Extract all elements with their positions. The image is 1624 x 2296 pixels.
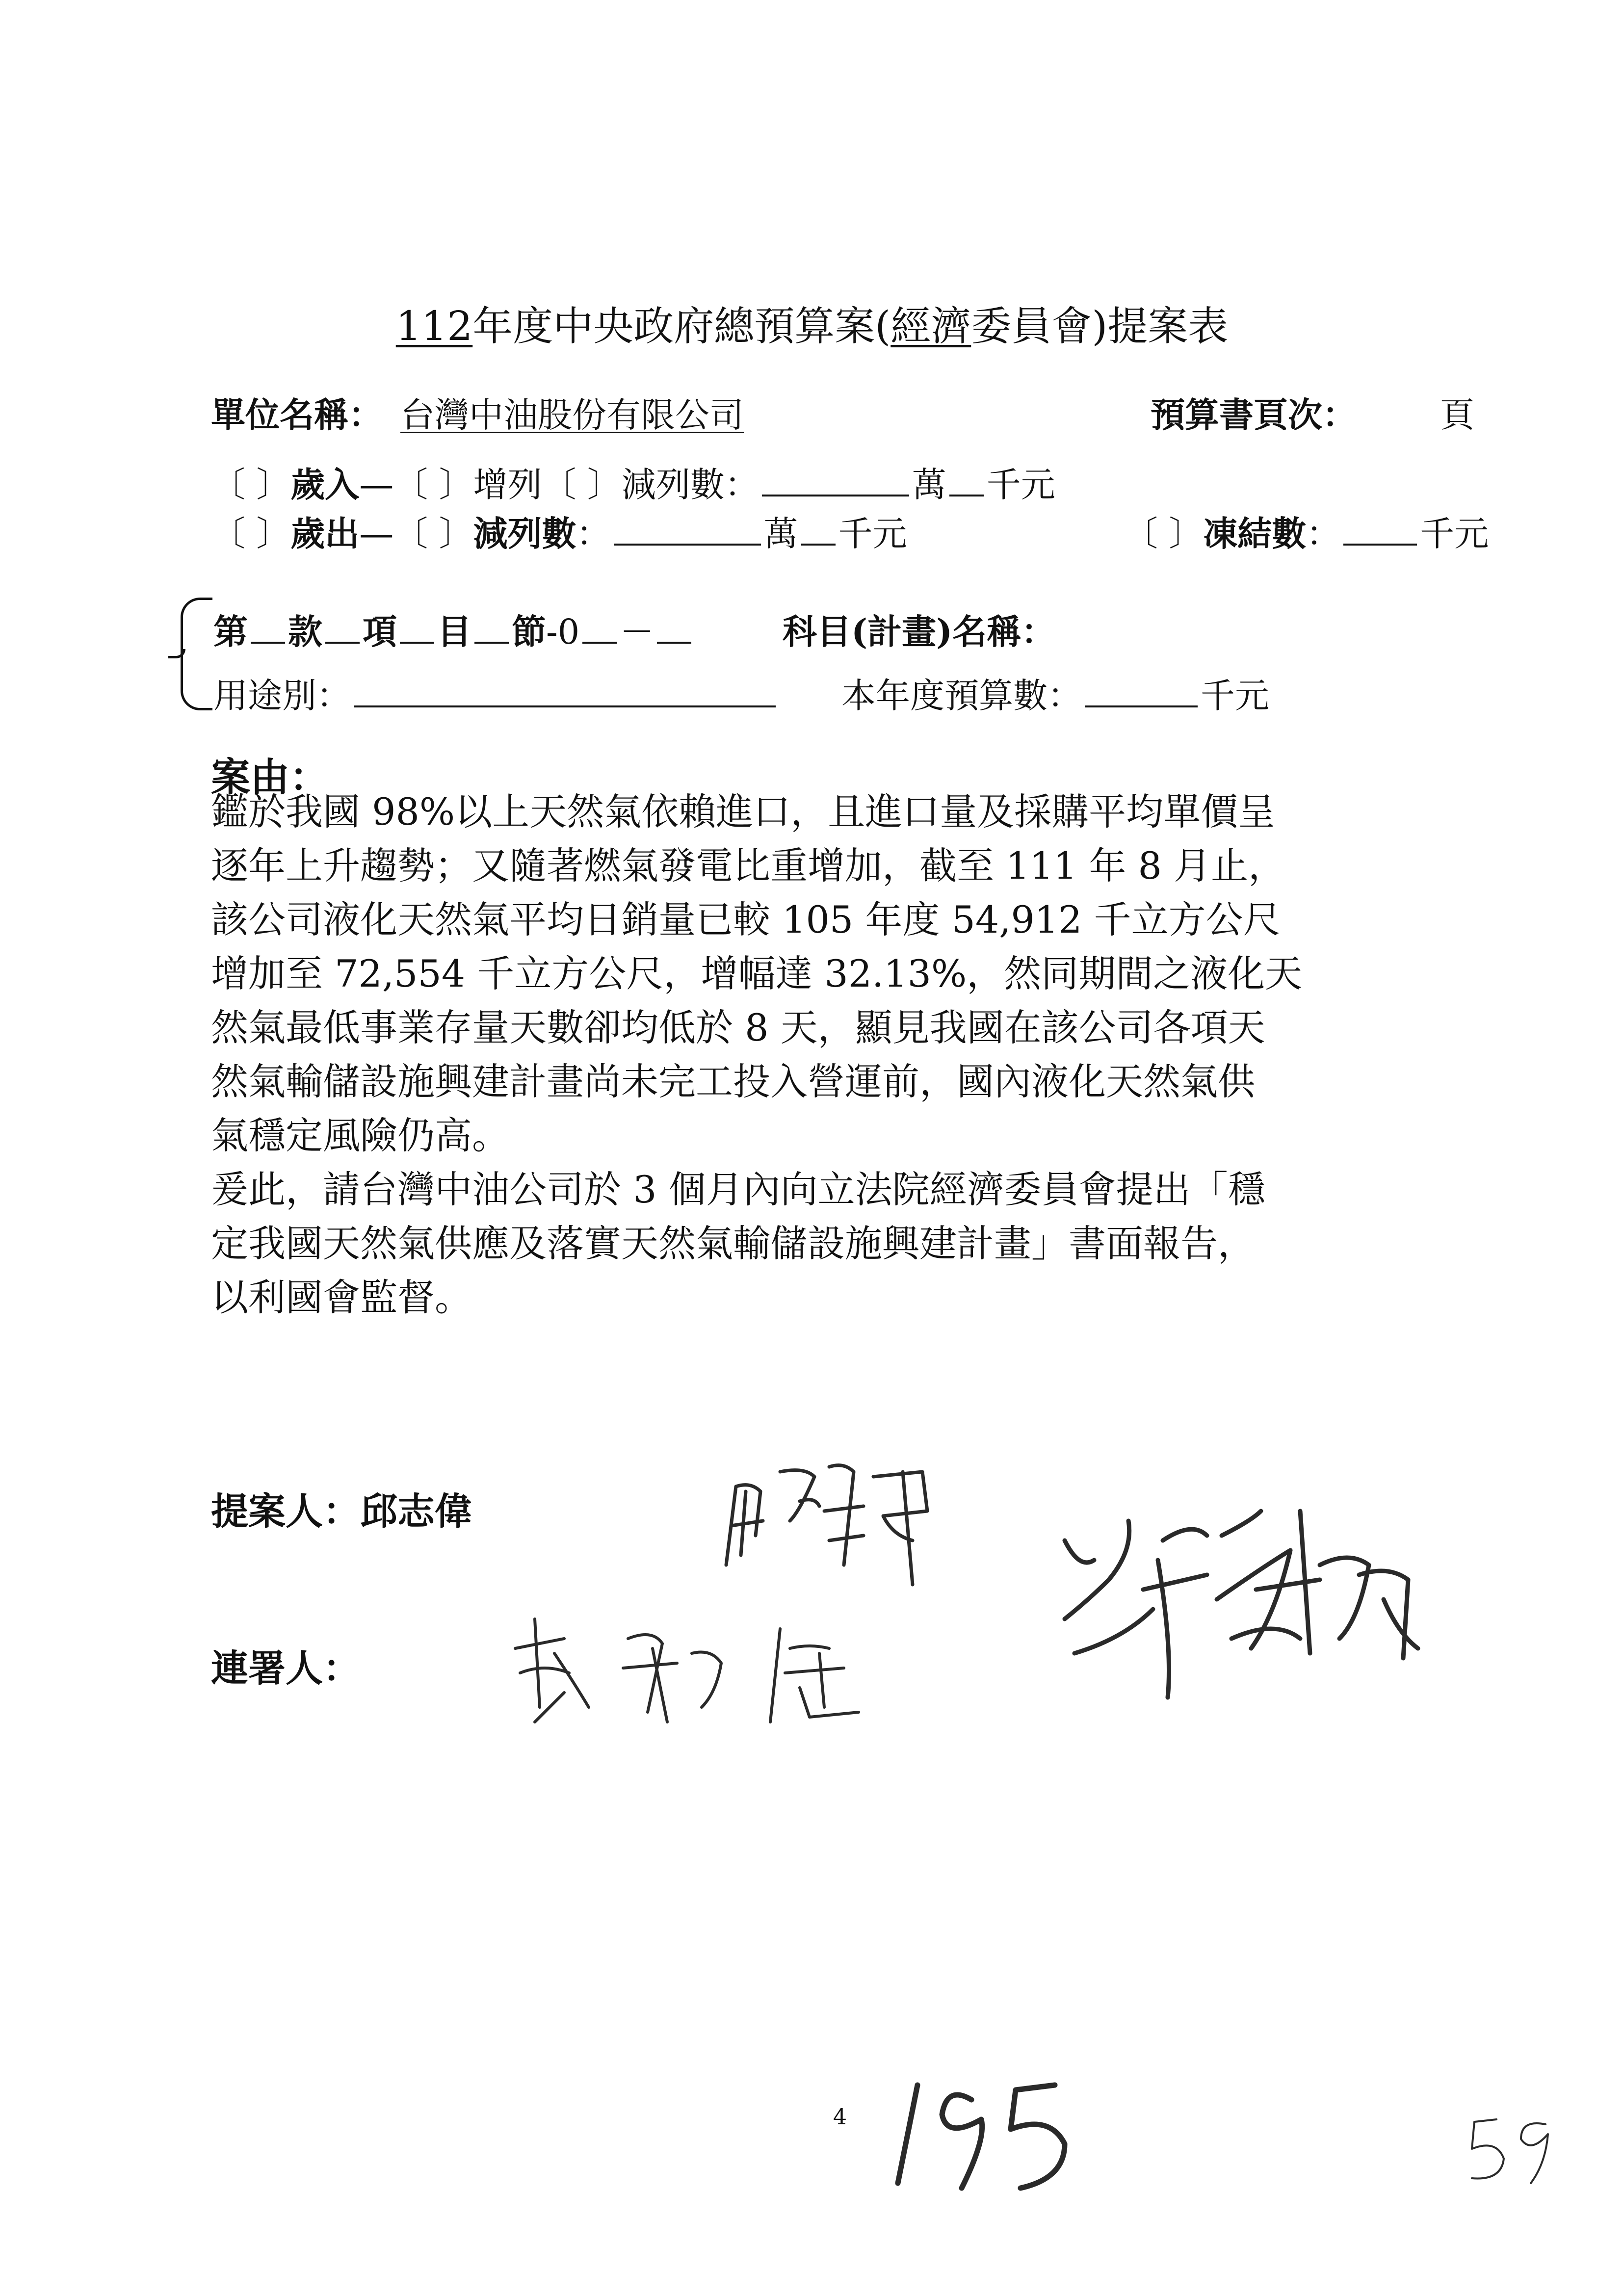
unit-name: 台灣中油股份有限公司 <box>400 395 744 435</box>
proposer-signature <box>716 1452 971 1599</box>
expense-line <box>211 506 907 556</box>
cls-di: 第 <box>213 611 248 652</box>
form-title <box>0 294 1624 352</box>
reason-line: 該公司液化天然氣平均日銷量已較 105 年度 54,912 千立方公尺 <box>211 898 1281 941</box>
handwritten-195 <box>888 2065 1114 2193</box>
reason-line: 然氣輸儲設施興建計畫尚未完工投入營運前，國內液化天然氣供 <box>211 1060 1255 1103</box>
expense-label: 歲出 <box>290 513 360 554</box>
page-ref-unit: 頁 <box>1440 395 1474 435</box>
freeze-blank <box>1343 543 1417 546</box>
title-prefix: 年度中央政府總預算案( <box>472 303 891 350</box>
cls-blank-6 <box>657 641 691 644</box>
cls-blank-2 <box>325 641 360 644</box>
cosigner-signature-2 <box>1045 1491 1447 1717</box>
expense-qian-blank <box>801 543 836 546</box>
expense-decrease: 減列數 <box>473 513 576 554</box>
classification-line <box>213 604 694 654</box>
revenue-increase: 增列〔 〕 <box>473 465 622 505</box>
revenue-sep: —〔 〕 <box>359 465 473 505</box>
title-suffix: 委員會)提案表 <box>971 303 1229 350</box>
revenue-decrease: 減列數： <box>621 465 759 505</box>
cls-blank-4 <box>474 641 509 644</box>
reason-line: 鑑於我國 98%以上天然氣依賴進口，且進口量及採購平均單價呈 <box>211 790 1276 834</box>
revenue-line <box>211 457 1055 507</box>
freeze-line <box>1124 506 1489 556</box>
handwritten-59 <box>1462 2110 1560 2188</box>
revenue-qian-blank <box>949 494 984 496</box>
revenue-qian: 千元 <box>986 465 1055 505</box>
cls-blank-3 <box>400 641 434 644</box>
freeze-colon: ： <box>1306 514 1341 554</box>
reason-line: 然氣最低事業存量天數卻均低於 8 天，顯見我國在該公司各項天 <box>211 1006 1265 1049</box>
cls-blank-5 <box>582 641 617 644</box>
reason-line: 增加至 72,554 千立方公尺，增幅達 32.13%，然同期間之液化天 <box>211 952 1303 995</box>
reason-line: 定我國天然氣供應及落實天然氣輸儲設施興建計畫」書面報告， <box>211 1222 1255 1265</box>
proposer-name: 邱志偉 <box>360 1489 472 1533</box>
cosigner-signature-1 <box>505 1609 878 1737</box>
reason-heading: 案由： <box>211 754 329 800</box>
proposer-line <box>211 1482 472 1535</box>
revenue-bracket: 〔 〕 <box>211 465 291 505</box>
reason-line: 氣穩定風險仍高。 <box>211 1114 509 1157</box>
cls-xiang: 項 <box>363 611 397 652</box>
revenue-wan: 萬 <box>912 465 946 505</box>
freeze-qian: 千元 <box>1420 514 1489 554</box>
freeze-label: 凍結數 <box>1203 513 1307 554</box>
cls-kuan: 款 <box>288 611 322 652</box>
freeze-bracket: 〔 〕 <box>1124 514 1204 554</box>
usage-label: 用途別： <box>213 676 351 716</box>
revenue-wan-blank <box>762 494 909 496</box>
usage-blank <box>354 705 776 707</box>
handwritten-195-text <box>893 2075 902 2081</box>
reason-body <box>211 785 1467 1325</box>
expense-sep: —〔 〕 <box>359 514 473 554</box>
reason-line: 爰此，請台灣中油公司於 3 個月內向立法院經濟委員會提出「穩 <box>211 1168 1265 1211</box>
title-committee: 經濟 <box>891 303 971 350</box>
handwritten-59-text <box>1467 2119 1473 2125</box>
cls-jie: 節 <box>512 611 546 652</box>
expense-qian: 千元 <box>838 514 907 554</box>
cosigner-label: 連署人： <box>211 1646 360 1690</box>
budget-qian: 千元 <box>1201 676 1269 716</box>
subject-label: 科目(計畫)名稱： <box>783 611 1056 652</box>
expense-bracket: 〔 〕 <box>211 514 291 554</box>
expense-wan: 萬 <box>763 514 798 554</box>
classification-brace <box>181 598 212 710</box>
page-number: 4 <box>833 2105 847 2130</box>
reason-line: 以利國會監督。 <box>211 1276 472 1319</box>
expense-colon: ： <box>576 514 611 554</box>
expense-wan-blank <box>614 543 761 546</box>
cls-dash: － <box>620 612 655 652</box>
proposer-label: 提案人： <box>211 1489 360 1533</box>
page-ref-label: 預算書頁次： <box>1151 394 1357 435</box>
usage-line <box>213 668 779 718</box>
budget-line <box>841 668 1269 718</box>
title-year: 112 <box>395 303 473 350</box>
cls-blank-1 <box>251 641 285 644</box>
budget-blank <box>1085 705 1198 707</box>
budget-label: 本年度預算數： <box>841 676 1082 716</box>
reason-line: 逐年上升趨勢；又隨著燃氣發電比重增加，截至 111 年 8 月止， <box>211 844 1286 887</box>
unit-label: 單位名稱： <box>211 394 383 435</box>
cls-mu: 目 <box>437 611 471 652</box>
revenue-label: 歲入 <box>290 464 360 505</box>
cls-code: -0 <box>546 612 580 652</box>
